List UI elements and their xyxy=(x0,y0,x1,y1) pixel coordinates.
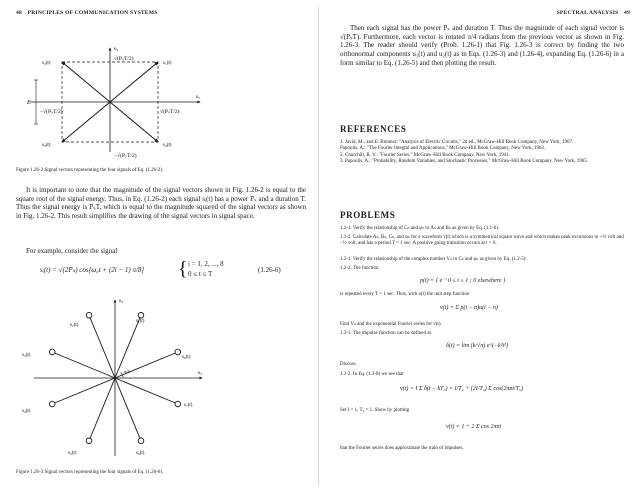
problem-1-2-1: 1.2-1. Verify the relationship of the complex number Vₙ to Cₙ and φₙ as given by Eq. (1.2-5). xyxy=(340,257,527,262)
label-s2: s₂(t) xyxy=(42,61,51,66)
vector-tip-s6 xyxy=(86,438,92,444)
label2-s2: s₂(t) xyxy=(70,323,79,328)
equation-p-of-t: p(t) = { e⁻ᵗ 0 ≤ t ≤ 1 ; 0 elsewhere } xyxy=(420,278,506,284)
label2-u2: u₂ xyxy=(119,299,124,304)
equation-impulse-train: v(t) = I Σ δ(t − kT₀) = I/T₀ + (2I/T₀) Σ cos(2πnt/T₀) xyxy=(400,386,524,392)
right-running-title: SPECTRAL ANALYSIS xyxy=(556,10,619,16)
problem-1-2-2-find: Find Vₙ and the exponential Fourier series for v(t). xyxy=(340,322,442,327)
equation-condition-1: i = 1, 2, ..., 8 xyxy=(188,260,224,268)
problem-1-3-1-discuss: Discuss. xyxy=(340,362,357,367)
label2-s1: s₁(t) xyxy=(136,319,145,324)
label2-s4: s₄(t) xyxy=(22,409,31,414)
left-running-title: PRINCIPLES OF COMMUNICATION SYSTEMS xyxy=(27,10,158,16)
figure-1-26-2 xyxy=(20,40,210,160)
equation-condition-2: 0 ≤ t ≤ T xyxy=(188,270,213,278)
figure-1-caption: Figure 1.26-2 Signal vectors representing the four signals of Eq. (1.26-2). xyxy=(16,168,164,173)
label-s3: s₃(t) xyxy=(42,143,51,148)
vector-s3 xyxy=(62,102,110,142)
references-title: REFERENCES xyxy=(340,124,407,134)
reference-item: 3. Papoulis, A.: "Probability, Random Variables, and Stochastic Processes," McGraw-Hill Book Company, New York, 1965. xyxy=(340,159,589,165)
vector-s2 xyxy=(62,62,110,102)
problem-1-2-2: 1.2-2. The function xyxy=(340,266,379,271)
label2-s5: s₅(t) xyxy=(68,451,77,456)
paragraph-example: For example, consider the signal xyxy=(26,247,118,255)
vector-s4 xyxy=(110,102,158,142)
equation-lhs: sᵢ(t) = √(2Pₛ) cos[ω₀t + (2i − 1) π/8] xyxy=(40,266,145,274)
vector-tip-s2 xyxy=(138,312,144,318)
vector-tip-s4 xyxy=(49,349,55,355)
figure-2-caption: Figure 1.26-3 Signal vectors representing the four signals of Eq. (1.26-6). xyxy=(16,470,164,475)
vector-tip-s5 xyxy=(49,401,55,407)
problem-1-1-2: 1.1-2. Calculate Aₙ, Bₙ, Cₙ, and φₙ for a waveform v(t) which is a symmetrical square wave and which makes peak excursions to +½ volt and −½ volt, and has a period T = 1 sec. A positive going transition occurs at t = 0. xyxy=(340,235,624,247)
label-left-amp: −√(PₛT/2) xyxy=(40,109,63,115)
equation-1-26-6 xyxy=(40,258,310,284)
label2-s8: s₈(t) xyxy=(182,355,191,360)
label2-s3: s₃(t) xyxy=(22,353,31,358)
vector-tip-s8 xyxy=(175,401,181,407)
reference-item: 2. Churchill, R. V.: "Fourier Series," McGraw-Hill Book Company, New York, 1941. xyxy=(340,152,510,158)
vector-s1 xyxy=(110,62,158,102)
equation-number: (1.26-6) xyxy=(258,266,281,274)
problem-1-2-2-cont: is repeated every T = 1 sec. Thus, with u(t) the unit step function xyxy=(340,292,470,297)
label-u2: u₂ xyxy=(114,47,119,52)
equation-delta: δ(t) = lim (k/√π) e^(−k²t²) xyxy=(446,343,508,349)
intro-paragraph: Then each signal has the power Pₛ and duration T. Thus the magnitude of each signal vector is √(PₛT). Furthermore, each vector is rotated π/4 radians from the previous vector as shown in Fig. 1.26-3. The reader should verify (Prob. 1.26-1) that Fig. 1.26-3 is correct by finding the two orthonormal components u₁(t) and u₂(t) as in Eqs. (1.26-3) and (1.26-4), expanding Eq. (1.26-6) in a form similar to Eq. (1.26-5) and then plotting the result. xyxy=(340,24,624,67)
references-list xyxy=(340,140,624,166)
paragraph-energy: It is important to note that the magnitude of the signal vectors shown in Fig. 1.26-2 is equal to the square root of the signal energy. Thus, in Eq. (1.26-2) each signal sᵢ(t) has a power Pₛ and a duration T. Thus the signal energy is PₛT, which is equal to the magnitude squared of the signal vectors as shown in Fig. 1.26-2. This result simplifies the drawing of the signal vectors in signal space. xyxy=(16,186,306,221)
problem-1-3-2-conclusion: that the Fourier series does approximate the train of impulses. xyxy=(340,446,464,451)
left-page-header xyxy=(16,10,158,16)
problems-title: PROBLEMS xyxy=(340,210,396,220)
label-angle: π/4 xyxy=(124,369,130,374)
reference-item: Papoulis, A.: "The Fourier Integral and Applications," McGraw-Hill Book Company, New York, 1963. xyxy=(340,146,546,152)
reference-item: 1. Javid, M., and E. Brenner: "Analysis of Electric Circuits," 2d ed., McGraw-Hill Book Company, New York, 1967. xyxy=(340,140,574,145)
vector-tip-s3 xyxy=(86,312,92,318)
equation-brace: { xyxy=(178,258,188,280)
figure-1-26-3 xyxy=(20,286,210,462)
label-right-amp: √(PₛT/2) xyxy=(160,109,180,115)
equation-cos-sum: v(t) = 1 + 2 Σ cos 2πnt xyxy=(446,424,502,430)
right-page-header xyxy=(520,10,630,16)
label-s4: s₄(t) xyxy=(163,143,172,148)
right-page-number: 49 xyxy=(624,10,630,16)
label2-s7: s₇(t) xyxy=(184,403,193,408)
equation-v-of-t: v(t) = Σ p(t − n)u(t − n) xyxy=(440,305,498,311)
label-e: E xyxy=(27,100,31,106)
vector-tip-s1 xyxy=(175,349,181,355)
label-top-amp: √(PₛT/2) xyxy=(114,56,134,62)
page-gutter xyxy=(318,6,319,486)
vector-tip-s7 xyxy=(138,438,144,444)
label2-u1: u₁ xyxy=(198,371,203,376)
problem-1-3-2-set: Set I = 1, T₀ = 1. Show by plotting xyxy=(340,408,410,413)
label2-s6: s₆(t) xyxy=(136,451,145,456)
problem-1-3-2: 1.3-2. In Eq. (1.3-8) we see that xyxy=(340,372,404,377)
problem-1-1-1: 1.1-1. Verify the relationship of Cₙ and φₙ to Aₙ and Bₙ as given by Eq. (1.1-6). xyxy=(340,226,500,231)
label-s1: s₁(t) xyxy=(163,61,172,66)
problem-1-3-1: 1.3-1. The impulse function can be defined as xyxy=(340,331,432,336)
label-bottom-amp: −√(PₛT/2) xyxy=(114,153,137,159)
left-page-number: 48 xyxy=(16,10,22,16)
label-u1: u₁ xyxy=(196,95,201,100)
